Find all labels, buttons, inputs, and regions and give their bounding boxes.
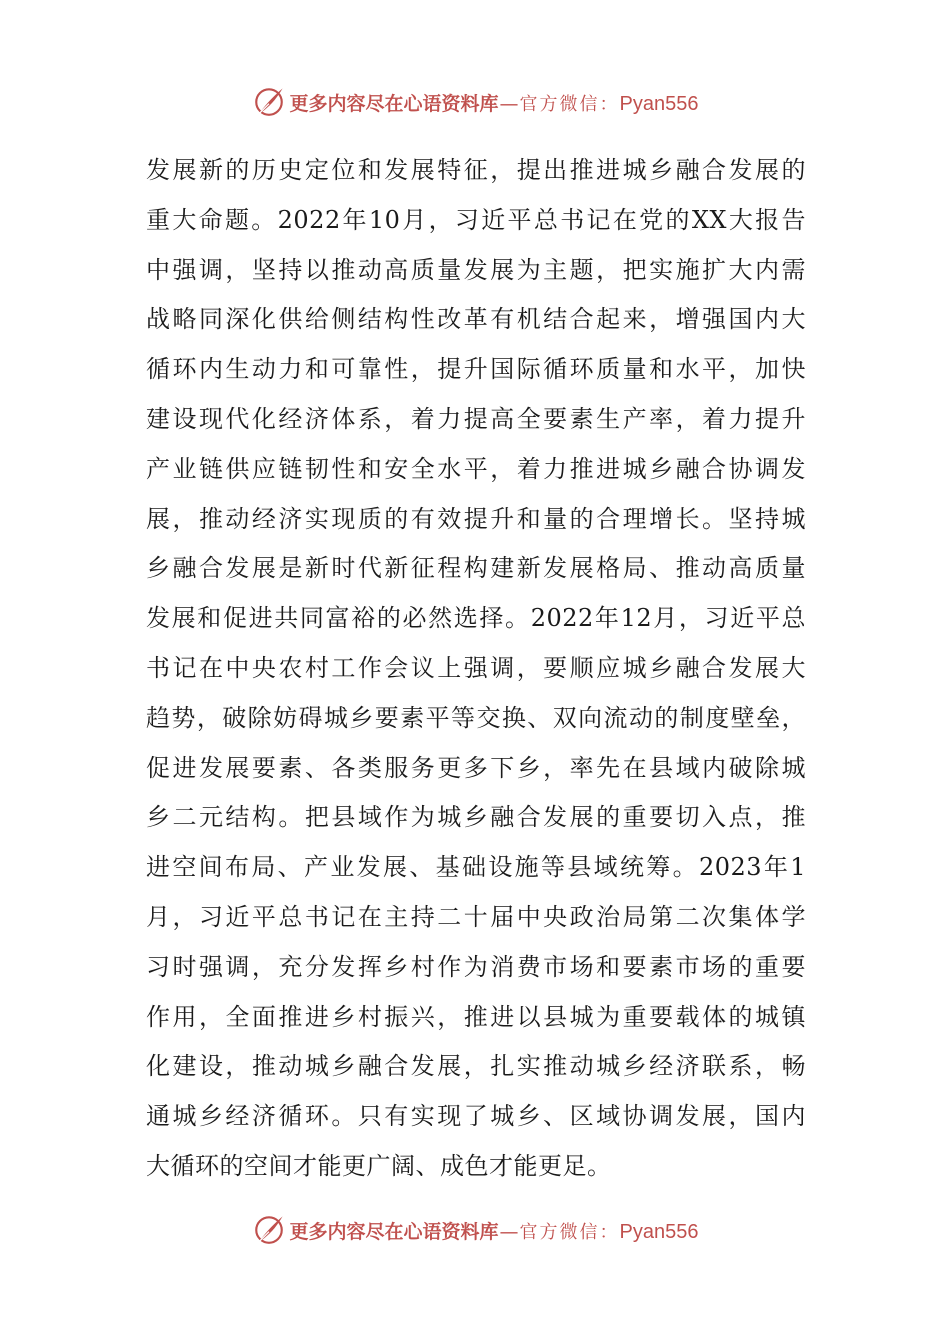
banner-dash: —	[499, 1220, 519, 1243]
body-line: 展，推动经济实现质的有效提升和量的合理增长。坚持城	[146, 504, 806, 533]
body-line: 产业链供应链韧性和安全水平，着力推进城乡融合协调发	[146, 454, 806, 483]
body-line: 书记在中央农村工作会议上强调，要顺应城乡融合发展大	[146, 653, 806, 682]
banner-text	[290, 89, 699, 116]
body-line: 月，习近平总书记在主持二十届中央政治局第二次集体学	[146, 902, 806, 931]
body-line: 进空间布局、产业发展、基础设施等县域统筹。2023年1	[146, 853, 806, 882]
body-line: 循环内生动力和可靠性，提升国际循环质量和水平，加快	[146, 355, 806, 384]
body-line: 大循环的空间才能更广阔、成色才能更足。	[146, 1151, 612, 1180]
banner-wechat-id: Pyan556	[619, 92, 699, 115]
quill-logo-icon	[252, 1213, 286, 1247]
quill-logo-icon	[252, 85, 286, 119]
body-line: 发展新的历史定位和发展特征，提出推进城乡融合发展的	[146, 156, 806, 184]
body-line: 乡融合发展是新时代新征程构建新发展格局、推动高质量	[146, 554, 806, 583]
header-watermark-banner	[0, 82, 950, 122]
body-line: 重大命题。2022年10月，习近平总书记在党的XX大报告	[146, 205, 806, 234]
banner-text	[290, 1217, 699, 1244]
banner-wechat-id: Pyan556	[619, 1220, 699, 1243]
body-line: 习时强调，充分发挥乡村作为消费市场和要素市场的重要	[146, 952, 806, 981]
banner-site-name: 更多内容尽在心语资料库	[289, 1220, 499, 1243]
body-line: 建设现代化经济体系，着力提高全要素生产率，着力提升	[146, 404, 806, 433]
body-line: 化建设，推动城乡融合发展，扎实推动城乡经济联系，畅	[146, 1052, 806, 1081]
body-line: 发展和促进共同富裕的必然选择。2022年12月，习近平总	[146, 604, 806, 633]
body-line: 通城乡经济循环。只有实现了城乡、区域协调发展，国内	[146, 1102, 806, 1131]
document-body	[146, 146, 806, 1192]
banner-official-label: 官方微信：	[519, 93, 620, 115]
body-line: 趋势，破除妨碍城乡要素平等交换、双向流动的制度壁垒，	[146, 703, 806, 732]
body-line: 作用，全面推进乡村振兴，推进以县城为重要载体的城镇	[146, 1002, 806, 1031]
footer-watermark-banner	[0, 1210, 950, 1250]
body-line: 战略同深化供给侧结构性改革有机结合起来，增强国内大	[146, 305, 806, 334]
banner-official-label: 官方微信：	[519, 1221, 620, 1243]
banner-site-name: 更多内容尽在心语资料库	[289, 92, 499, 115]
banner-dash: —	[499, 92, 519, 115]
body-line: 中强调，坚持以推动高质量发展为主题，把实施扩大内需	[146, 255, 806, 284]
body-line: 乡二元结构。把县域作为城乡融合发展的重要切入点，推	[146, 803, 806, 832]
body-line: 促进发展要素、各类服务更多下乡，率先在县域内破除城	[146, 753, 806, 782]
